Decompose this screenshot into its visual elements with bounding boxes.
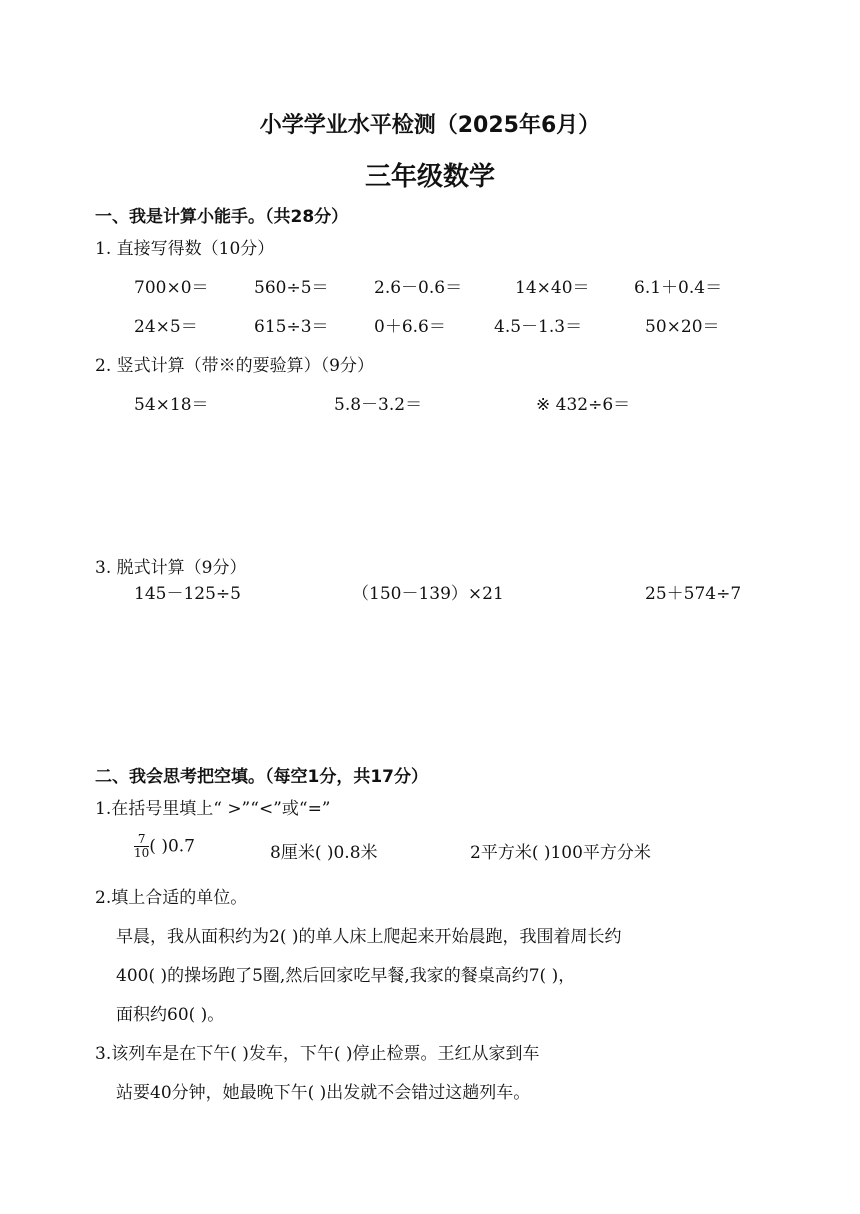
section-2-heading: 二、我会思考把空填。（每空1分，共17分） [95, 767, 428, 787]
section-1-heading: 一、我是计算小能手。（共28分） [95, 207, 349, 227]
oral-calc-item: 14×40＝ [515, 278, 590, 298]
exam-subtitle: 三年级数学 [364, 162, 495, 192]
vertical-calc-item: 54×18＝ [134, 395, 209, 415]
fraction-numerator: 7 [134, 833, 149, 847]
oral-calc-item: 560÷5＝ [254, 278, 329, 298]
question-2-2-label: 2.填上合适的单位。 [95, 888, 248, 908]
oral-calc-item: 24×5＝ [134, 317, 198, 337]
fill-unit-line: 早晨，我从面积约为2( )的单人床上爬起来开始晨跑，我围着周长约 [116, 927, 622, 947]
question-2-3-line: 3.该列车是在下午( )发车，下午( )停止检票。王红从家到车 [95, 1044, 540, 1064]
oral-calc-item: 615÷3＝ [254, 317, 329, 337]
fill-unit-line: 面积约60( )。 [116, 1005, 225, 1025]
question-1-1-label: 1. 直接写得数（10分） [95, 239, 275, 259]
oral-calc-item: 0＋6.6＝ [374, 317, 446, 337]
fill-unit-line: 400( )的操场跑了5圈,然后回家吃早餐,我家的餐桌高约7( )， [116, 966, 576, 986]
question-1-3-label: 3. 脱式计算（9分） [95, 558, 247, 578]
oral-calc-item: 6.1＋0.4＝ [634, 278, 723, 298]
step-calc-item: （150－139）×21 [352, 584, 504, 604]
question-1-2-label: 2. 竖式计算（带※的要验算）（9分） [95, 356, 374, 376]
vertical-calc-item: ※ 432÷6＝ [536, 395, 631, 415]
fraction [134, 833, 149, 860]
oral-calc-item: 700×0＝ [134, 278, 209, 298]
compare-item: 8厘米( )0.8米 [270, 843, 378, 863]
oral-calc-item: 2.6－0.6＝ [374, 278, 463, 298]
compare-item [134, 833, 195, 860]
compare-item: 2平方米( )100平方分米 [470, 843, 651, 863]
vertical-calc-item: 5.8－3.2＝ [334, 395, 423, 415]
step-calc-item: 25＋574÷7 [645, 584, 742, 604]
compare-item-rest: ( )0.7 [149, 836, 195, 857]
oral-calc-item: 50×20＝ [645, 317, 720, 337]
question-2-1-label: 1.在括号里填上“ >”“<”或“=” [95, 799, 331, 819]
question-2-3-line: 站要40分钟，她最晚下午( )出发就不会错过这趟列车。 [116, 1083, 531, 1103]
fraction-denominator: 10 [134, 846, 150, 860]
oral-calc-item: 4.5－1.3＝ [494, 317, 583, 337]
step-calc-item: 145－125÷5 [134, 584, 241, 604]
exam-title: 小学学业水平检测（2025年6月） [259, 113, 601, 138]
